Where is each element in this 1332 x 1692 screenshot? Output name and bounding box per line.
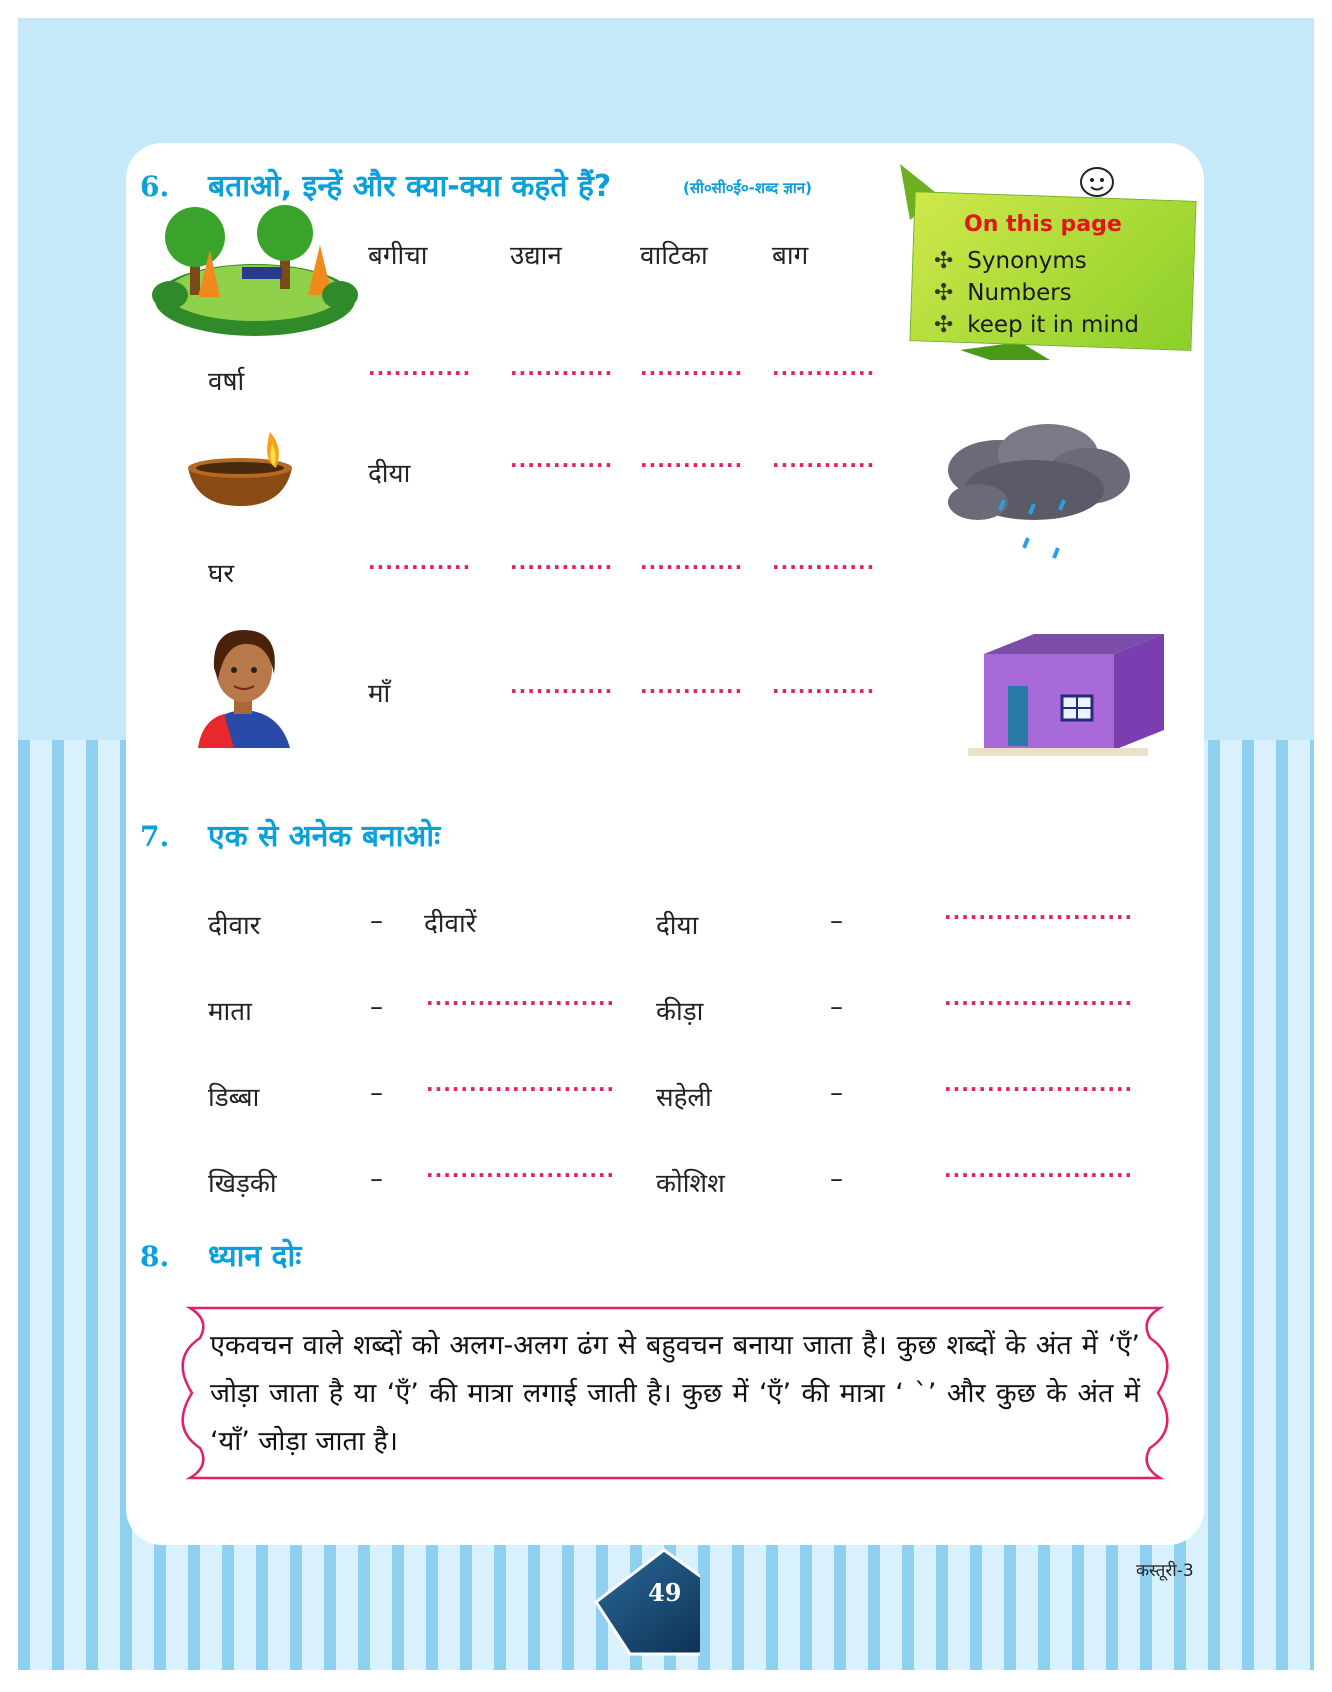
q7-row3-dash-left: – <box>370 1078 383 1108</box>
q6-title: बताओ, इन्हें और क्या-क्या कहते हैं? <box>208 169 612 204</box>
lamp-illustration <box>184 428 296 508</box>
banner-item-keep-in-mind: ✣ keep it in mind <box>934 312 1139 338</box>
garden-illustration <box>150 205 360 340</box>
q6-row1-label: बगीचा <box>368 241 428 271</box>
q6-row2-blank-4[interactable]: ............ <box>772 356 876 380</box>
bullet-icon: ✣ <box>934 280 954 306</box>
q6-row2-blank-2[interactable]: ............ <box>510 356 614 380</box>
q7-number: 7. <box>140 820 170 853</box>
q6-row2-blank-3[interactable]: ............ <box>640 356 744 380</box>
q6-note: (सी०सी०ई०-शब्द ज्ञान) <box>683 179 812 197</box>
q6-row3-label: दीया <box>368 459 411 489</box>
q6-row5-label: माँ <box>368 679 391 709</box>
q7-row1-left-answer: दीवारें <box>424 909 477 939</box>
bullet-icon: ✣ <box>934 248 954 274</box>
q8-number: 8. <box>140 1240 170 1273</box>
q7-row2-blank-right[interactable]: ...................... <box>944 986 1134 1010</box>
q6-row4-blank-1[interactable]: ............ <box>368 550 472 574</box>
q6-row4-blank-4[interactable]: ............ <box>772 550 876 574</box>
book-title: कस्तूरी-3 <box>1136 1561 1194 1581</box>
q7-row1-dash-left: – <box>370 906 383 936</box>
q7-row4-blank-left[interactable]: ...................... <box>426 1158 616 1182</box>
smiley-face-icon <box>1072 160 1122 200</box>
q8-title: ध्यान दोः <box>208 1239 302 1274</box>
q7-row2-blank-left[interactable]: ...................... <box>426 986 616 1010</box>
q6-row4-blank-2[interactable]: ............ <box>510 550 614 574</box>
q7-row3-left: डिब्बा <box>208 1083 260 1113</box>
q7-title: एक से अनेक बनाओः <box>208 819 441 854</box>
q8-note-box <box>150 1298 1200 1488</box>
house-illustration <box>964 630 1182 760</box>
banner-item-numbers: ✣ Numbers <box>934 280 1072 306</box>
q7-row3-blank-left[interactable]: ...................... <box>426 1072 616 1096</box>
q7-row4-blank-right[interactable]: ...................... <box>944 1158 1134 1182</box>
q7-row2-left: माता <box>208 997 252 1027</box>
q6-row5-blank-1[interactable]: ............ <box>510 674 614 698</box>
page-number-badge <box>590 1546 700 1656</box>
q6-row1-synonym-1: उद्यान <box>510 241 562 271</box>
q6-row5-blank-2[interactable]: ............ <box>640 674 744 698</box>
q6-row2-label: वर्षा <box>208 367 245 397</box>
q6-row3-blank-2[interactable]: ............ <box>640 448 744 472</box>
q6-number: 6. <box>140 170 170 203</box>
q8-note-text: एकवचन वाले शब्दों को अलग-अलग ढंग से बहुवचन बनाया जाता है। कुछ शब्दों के अंत में ‘एँ’ जोड़ा जाता है या ‘एँ’ की मात्रा लगाई जाती है। कुछ में ‘एँ’ की मात्रा ‘ `’ और कुछ के अंत में ‘याँ’ जोड़ा जाता है। <box>210 1330 1140 1457</box>
q7-row2-dash-left: – <box>370 992 383 1022</box>
q6-row3-blank-1[interactable]: ............ <box>510 448 614 472</box>
q7-row4-dash-right: – <box>830 1164 843 1194</box>
q7-row1-blank-right[interactable]: ...................... <box>944 900 1134 924</box>
bullet-icon: ✣ <box>934 312 954 338</box>
q6-row3-blank-3[interactable]: ............ <box>772 448 876 472</box>
q6-row1-synonym-2: वाटिका <box>640 241 708 271</box>
q7-row4-right: कोशिश <box>656 1169 725 1199</box>
q7-row2-dash-right: – <box>830 992 843 1022</box>
q6-row5-blank-3[interactable]: ............ <box>772 674 876 698</box>
on-this-page-banner <box>900 160 1192 360</box>
q7-row3-blank-right[interactable]: ...................... <box>944 1072 1134 1096</box>
q7-row4-left: खिड़की <box>208 1169 277 1199</box>
rain-cloud-illustration <box>938 420 1138 570</box>
q7-row1-right: दीया <box>656 911 699 941</box>
q7-row2-right: कीड़ा <box>656 997 704 1027</box>
q7-row4-dash-left: – <box>370 1164 383 1194</box>
banner-title: On this page <box>964 212 1122 237</box>
banner-item-synonyms: ✣ Synonyms <box>934 248 1087 274</box>
q6-row2-blank-1[interactable]: ............ <box>368 356 472 380</box>
q6-row4-blank-3[interactable]: ............ <box>640 550 744 574</box>
q7-row1-left: दीवार <box>208 911 261 941</box>
q7-row3-right: सहेली <box>656 1083 712 1113</box>
mother-illustration <box>188 620 300 748</box>
q6-row4-label: घर <box>208 559 235 589</box>
q7-row3-dash-right: – <box>830 1078 843 1108</box>
page-number: 49 <box>648 1578 682 1607</box>
q6-row1-synonym-3: बाग <box>772 241 809 271</box>
q7-row1-dash-right: – <box>830 906 843 936</box>
